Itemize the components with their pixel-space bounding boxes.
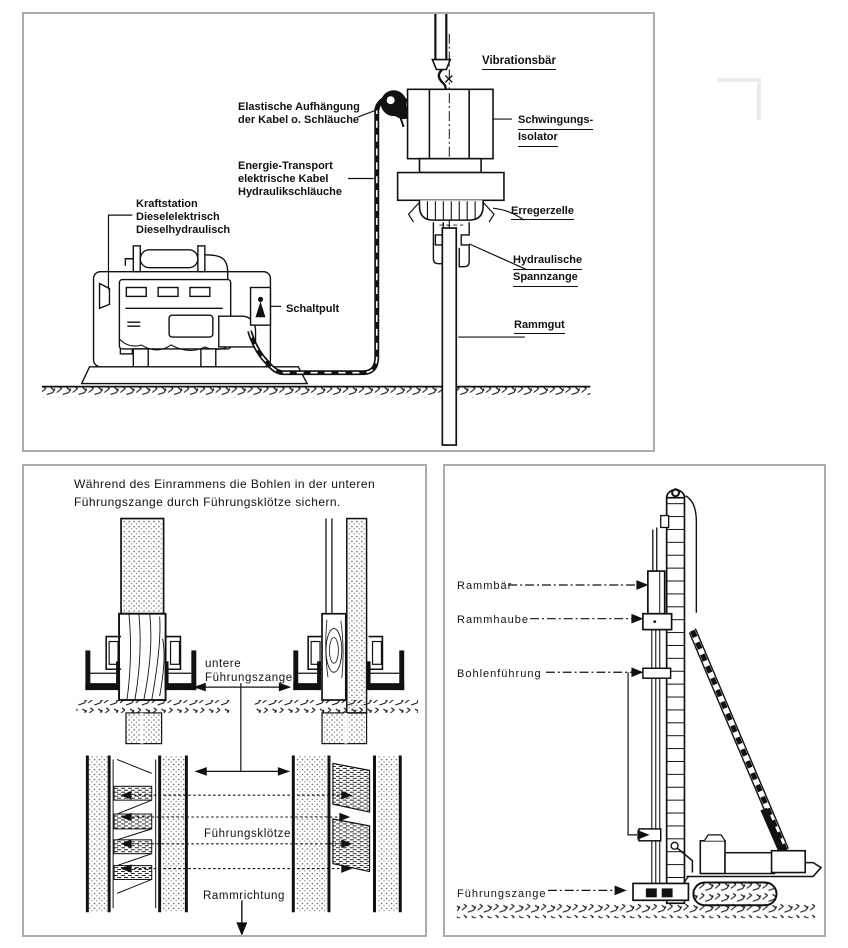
label-rammrichtung: Rammrichtung [203, 890, 285, 902]
crawler-machine-drawing [671, 835, 821, 905]
stay-drawing [689, 629, 788, 862]
ramming-direction-arrow [237, 900, 246, 934]
guide-blocks [114, 763, 369, 879]
left-pile-elevation [76, 519, 230, 744]
label-schaltpult: Schaltpult [286, 303, 340, 315]
control-panel-drawing [251, 287, 271, 325]
ground [42, 387, 591, 398]
pointer-lines [508, 581, 648, 894]
label-schwingungsisolator: Schwingungs- Isolator [518, 113, 593, 147]
right-pile-elevation [255, 519, 418, 744]
base-clamp-drawing [633, 883, 688, 900]
energy-cable-drawing [250, 97, 407, 373]
vibro-system-drawing [24, 14, 653, 450]
piling-rig-drawing [445, 466, 824, 935]
guide-caption: Während des Einrammens die Bohlen in der unteren Führungszange durch Führungsklötze sichern. [74, 477, 376, 509]
scan-corner-mark [717, 78, 761, 120]
dimension-arrows [195, 683, 289, 775]
label-kraftstation: Kraftstation Dieselelektrisch Dieselhydraulisch [136, 198, 231, 236]
label-fuehrungszange: Führungszange [457, 888, 547, 900]
pile-drawing [442, 228, 456, 445]
label-elastische-aufhaengung: Elastische Aufhängung der Kabel o. Schläuche [238, 101, 360, 126]
label-bohlenfuehrung: Bohlenführung [457, 668, 542, 680]
label-hydraulische-spannzange: Hydraulische Spannzange [513, 253, 582, 287]
panel-vibro-system [22, 12, 655, 452]
label-rammbaer: Rammbär [457, 580, 513, 592]
panel-guide-detail [22, 464, 427, 937]
guide-detail-drawing [24, 466, 425, 935]
label-vibrationsbaer: Vibrationsbär [482, 55, 556, 70]
label-untere-fuehrungszange: untere Führungszange [205, 658, 293, 684]
leader-mast-drawing [661, 489, 697, 903]
panel-piling-rig [443, 464, 826, 937]
label-rammgut: Rammgut [514, 319, 565, 334]
label-fuehrungskloetze: Führungsklötze [204, 828, 292, 840]
label-erregerzelle: Erregerzelle [511, 205, 574, 220]
label-energie-transport: Energie-Transport elektrische Kabel Hydraulikschläuche [238, 160, 342, 198]
label-rammhaube: Rammhaube [457, 614, 529, 626]
power-station-drawing [82, 246, 308, 384]
